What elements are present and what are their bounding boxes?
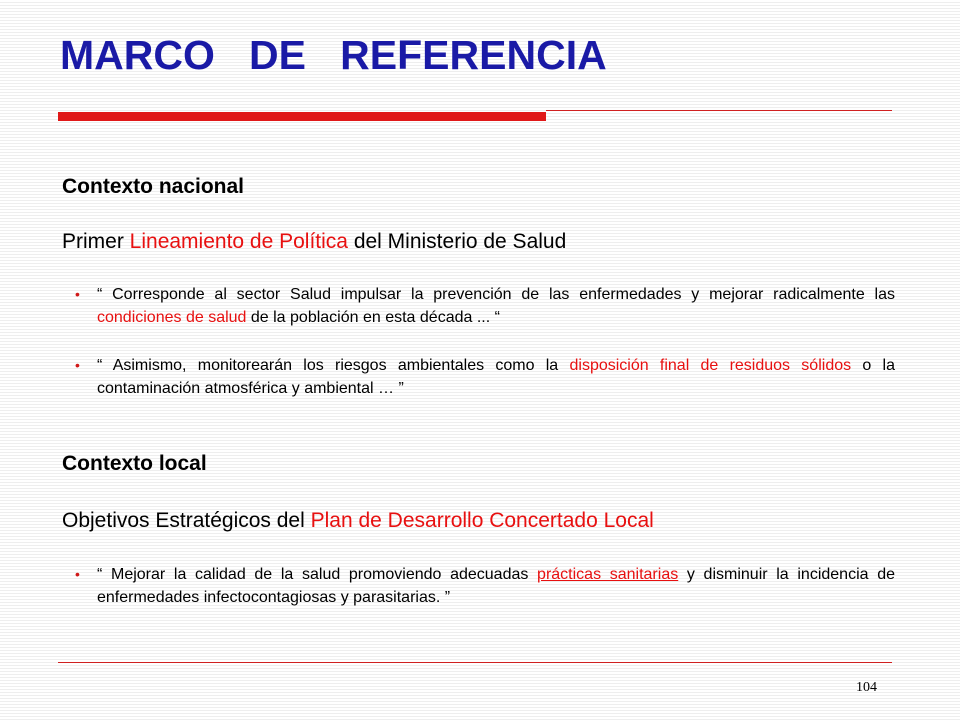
footer-divider (58, 662, 892, 663)
slide-title: MARCO DE REFERENCIA (60, 32, 607, 78)
lead-highlight: Plan de Desarrollo Concertado Local (310, 509, 654, 532)
bullet-highlight-link: prácticas sanitarias (537, 566, 679, 583)
bullet-highlight: condiciones de salud (97, 309, 247, 326)
bullet-text-part: “ Asimismo, monitorearán los riesgos ambientales como la (97, 357, 570, 374)
bullet-highlight: disposición final de residuos sólidos (569, 357, 852, 374)
bullet-text (97, 283, 895, 329)
bullet-text (97, 354, 895, 400)
lead-text: Primer (62, 230, 130, 253)
lead-text: del Ministerio de Salud (347, 230, 567, 253)
bullet-text-part: “ Mejorar la calidad de la salud promoviendo adecuadas (97, 566, 538, 583)
bullet-text-part: y disminuir la incidencia de enfermedades infectocontagiosas y parasitarias. ” (97, 566, 895, 606)
bullet-dot-icon: • (75, 357, 80, 373)
bullet-text (97, 563, 895, 609)
lead-highlight: Lineamiento de Política (129, 230, 348, 253)
section-lead-local (62, 509, 654, 533)
bullet-text-part: o la contaminación atmosférica y ambiental … ” (97, 357, 895, 397)
title-underline-thin (546, 110, 892, 111)
lead-text: Objetivos Estratégicos del (62, 509, 311, 532)
bullet-dot-icon: • (75, 566, 80, 582)
page-number: 104 (856, 680, 877, 695)
section-heading-local: Contexto local (62, 452, 207, 475)
title-underline-thick (58, 112, 546, 121)
section-heading-national: Contexto nacional (62, 175, 245, 198)
bullet-item (75, 283, 895, 329)
bullet-item (75, 563, 895, 609)
bullet-text-part: de la población en esta década ... “ (246, 309, 500, 326)
bullet-text-part: “ Corresponde al sector Salud impulsar la prevención de las enfermedades y mejorar radicalmente las (97, 286, 895, 303)
section-lead-national (62, 230, 566, 254)
bullet-item (75, 354, 895, 400)
bullet-dot-icon: • (75, 286, 80, 302)
